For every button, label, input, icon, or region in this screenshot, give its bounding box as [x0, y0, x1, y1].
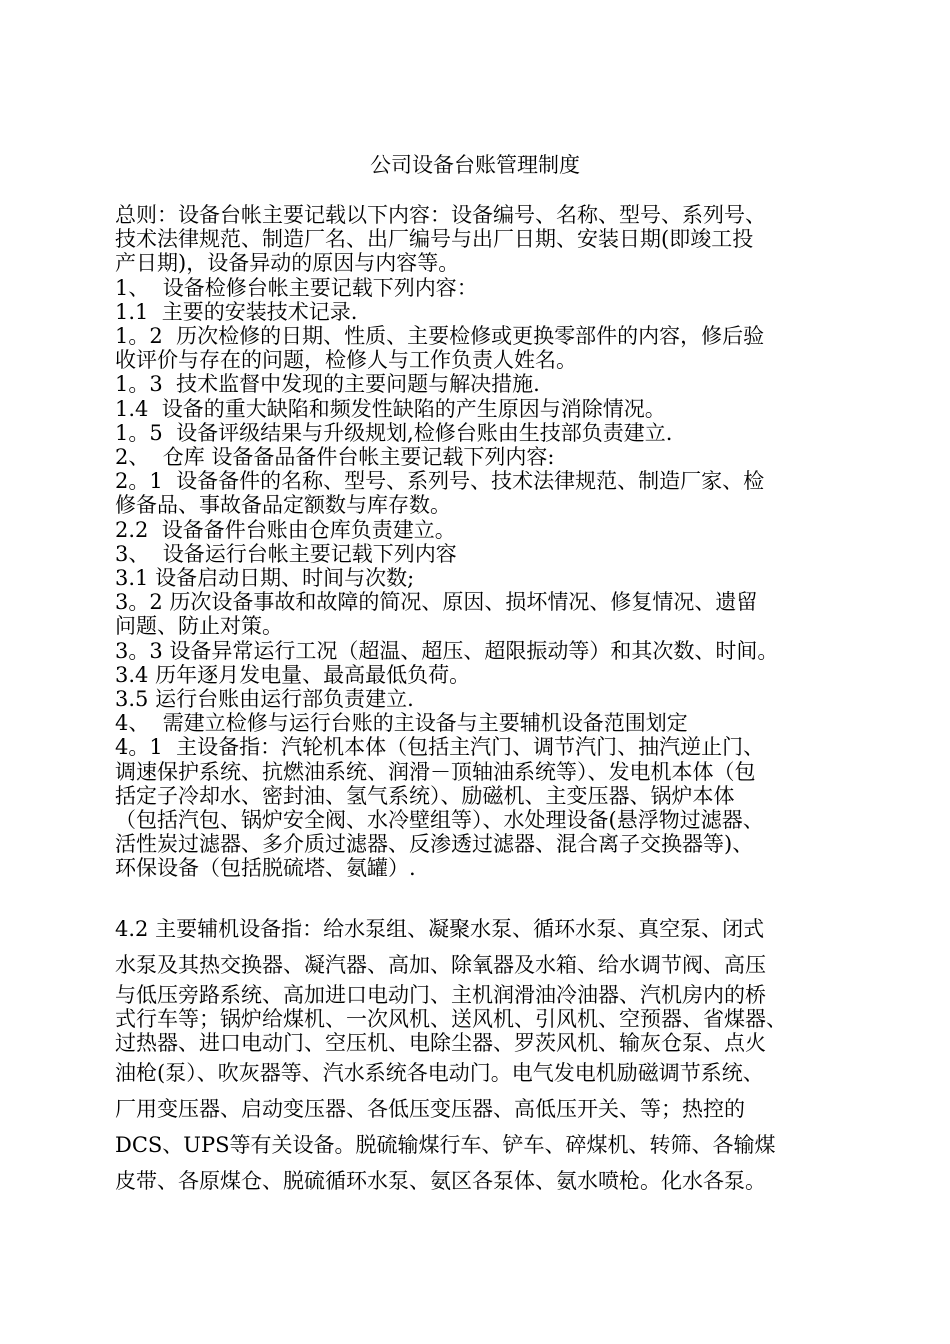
document-body-section-a — [115, 203, 875, 881]
text-line-content: 调速保护系统、抗燃油系统、润滑－顶轴油系统等）、发电机本体（包 — [115, 759, 756, 784]
text-line — [115, 566, 875, 590]
text-line — [115, 687, 875, 711]
text-line — [115, 348, 875, 372]
text-line-content: 4。1 主设备指：汽轮机本体（包括主汽门、调节汽门、抽汽逆止门、 — [115, 735, 765, 760]
document-body-section-b — [115, 911, 875, 1199]
text-line-content: 1。2 历次检修的日期、性质、主要检修或更换零部件的内容，修后验 — [115, 324, 765, 349]
text-line-content: 4.2 主要辅机设备指：给水泵组、凝聚水泵、循环水泵、真空泵、闭式 — [115, 917, 765, 941]
text-line — [115, 614, 875, 638]
text-line-content: 1。3 技术监督中发现的主要问题与解决措施. — [115, 372, 540, 397]
text-line — [115, 784, 875, 808]
text-line — [115, 469, 875, 493]
text-line — [115, 397, 875, 421]
text-line-content: 收评价与存在的问题，检修人与工作负责人姓名。 — [115, 348, 577, 373]
text-line-content: 4、 需建立检修与运行台账的主设备与主要辅机设备范围划定 — [115, 711, 688, 736]
text-line-content: 过热器、进口电动门、空压机、电除尘器、罗茨风机、输灰仓泵、点火 — [115, 1031, 766, 1055]
text-line-content: 总则：设备台帐主要记载以下内容：设备编号、名称、型号、系列号、 — [115, 203, 766, 227]
text-line-content: DCS、UPS等有关设备。脱硫输煤行车、铲车、碎煤机、转筛、各输煤 — [115, 1133, 776, 1157]
text-line-content: 活性炭过滤器、多介质过滤器、反渗透过滤器、混合离子交换器等)、 — [115, 832, 754, 857]
text-line — [115, 947, 875, 983]
text-line-content: 技术法律规范、制造厂名、出厂编号与出厂日期、安装日期(即竣工投 — [115, 227, 754, 252]
text-line — [115, 251, 875, 275]
text-line-content: 3、 设备运行台帐主要记载下列内容 — [115, 541, 457, 566]
text-line — [115, 227, 875, 251]
text-line-content: 3。2 历次设备事故和故障的简况、原因、损坏情况、修复情况、遗留 — [115, 590, 758, 615]
text-line — [115, 983, 875, 1007]
text-line-content: 1.1 主要的安装技术记录. — [115, 299, 358, 324]
text-line — [115, 911, 875, 947]
text-line — [115, 1127, 875, 1163]
text-line-content: 3。3 设备异常运行工况（超温、超压、超限振动等）和其次数、时间。 — [115, 638, 779, 663]
text-line — [115, 735, 875, 759]
text-line-content: 1、 设备检修台帐主要记载下列内容： — [115, 275, 478, 300]
text-line — [115, 1091, 875, 1127]
text-line-content: 产日期)，设备异动的原因与内容等。 — [115, 251, 460, 276]
text-line — [115, 808, 875, 832]
text-line — [115, 1163, 875, 1199]
text-line — [115, 1031, 875, 1055]
text-line — [115, 760, 875, 784]
text-line — [115, 711, 875, 735]
text-line-content: 油枪(泵）、吹灰器等、汽水系统各电动门。电气发电机励磁调节系统、 — [115, 1061, 764, 1085]
text-line — [115, 639, 875, 663]
text-line — [115, 832, 875, 856]
text-line-content: 修备品、事故备品定额数与库存数。 — [115, 493, 451, 518]
text-line-content: 3.5 运行台账由运行部负责建立. — [115, 687, 414, 712]
text-line-content: 2。1 设备备件的名称、型号、系列号、技术法律规范、制造厂家、检 — [115, 469, 765, 494]
text-line-content: 式行车等；锅炉给煤机、一次风机、送风机、引风机、空预器、省煤器、 — [115, 1007, 787, 1031]
text-line — [115, 856, 875, 880]
text-line-content: （包括汽包、锅炉安全阀、水冷壁组等）、水处理设备(悬浮物过滤器、 — [115, 808, 764, 833]
text-line-content: 3.4 历年逐月发电量、最高最低负荷。 — [115, 662, 471, 687]
text-line — [115, 445, 875, 469]
text-line — [115, 542, 875, 566]
document-title: 公司设备台账管理制度 — [370, 153, 580, 177]
text-line — [115, 300, 875, 324]
text-line-content: 厂用变压器、启动变压器、各低压变压器、高低压开关、等；热控的 — [115, 1097, 745, 1121]
text-line — [115, 1007, 875, 1031]
text-line — [115, 493, 875, 517]
text-line-content: 与低压旁路系统、高加进口电动门、主机润滑油冷油器、汽机房内的桥 — [115, 983, 766, 1007]
text-line — [115, 518, 875, 542]
text-line-content: 环保设备（包括脱硫塔、氨罐）. — [115, 856, 416, 881]
text-line-content: 2.2 设备备件台账由仓库负责建立。 — [115, 517, 456, 542]
text-line — [115, 421, 875, 445]
text-line-content: 问题、防止对策。 — [115, 614, 283, 639]
text-line-content: 皮带、各原煤仓、脱硫循环水泵、氨区各泵体、氨水喷枪。化水各泵。 — [115, 1169, 766, 1193]
text-line-content: 2、 仓库 设备备品备件台帐主要记载下列内容: — [115, 445, 555, 470]
text-line — [115, 372, 875, 396]
text-line — [115, 590, 875, 614]
text-line — [115, 203, 875, 227]
text-line — [115, 324, 875, 348]
text-line — [115, 663, 875, 687]
text-line-content: 1.4 设备的重大缺陷和频发性缺陷的产生原因与消除情况。 — [115, 396, 666, 421]
text-line-content: 1。5 设备评级结果与升级规划,检修台账由生技部负责建立. — [115, 420, 673, 445]
text-line-content: 3.1 设备启动日期、时间与次数; — [115, 566, 415, 591]
text-line — [115, 276, 875, 300]
text-line — [115, 1055, 875, 1091]
text-line-content: 水泵及其热交换器、凝汽器、高加、除氧器及水箱、给水调节阀、高压 — [115, 953, 766, 977]
text-line-content: 括定子冷却水、密封油、氢气系统）、励磁机、主变压器、锅炉本体 — [115, 783, 735, 808]
